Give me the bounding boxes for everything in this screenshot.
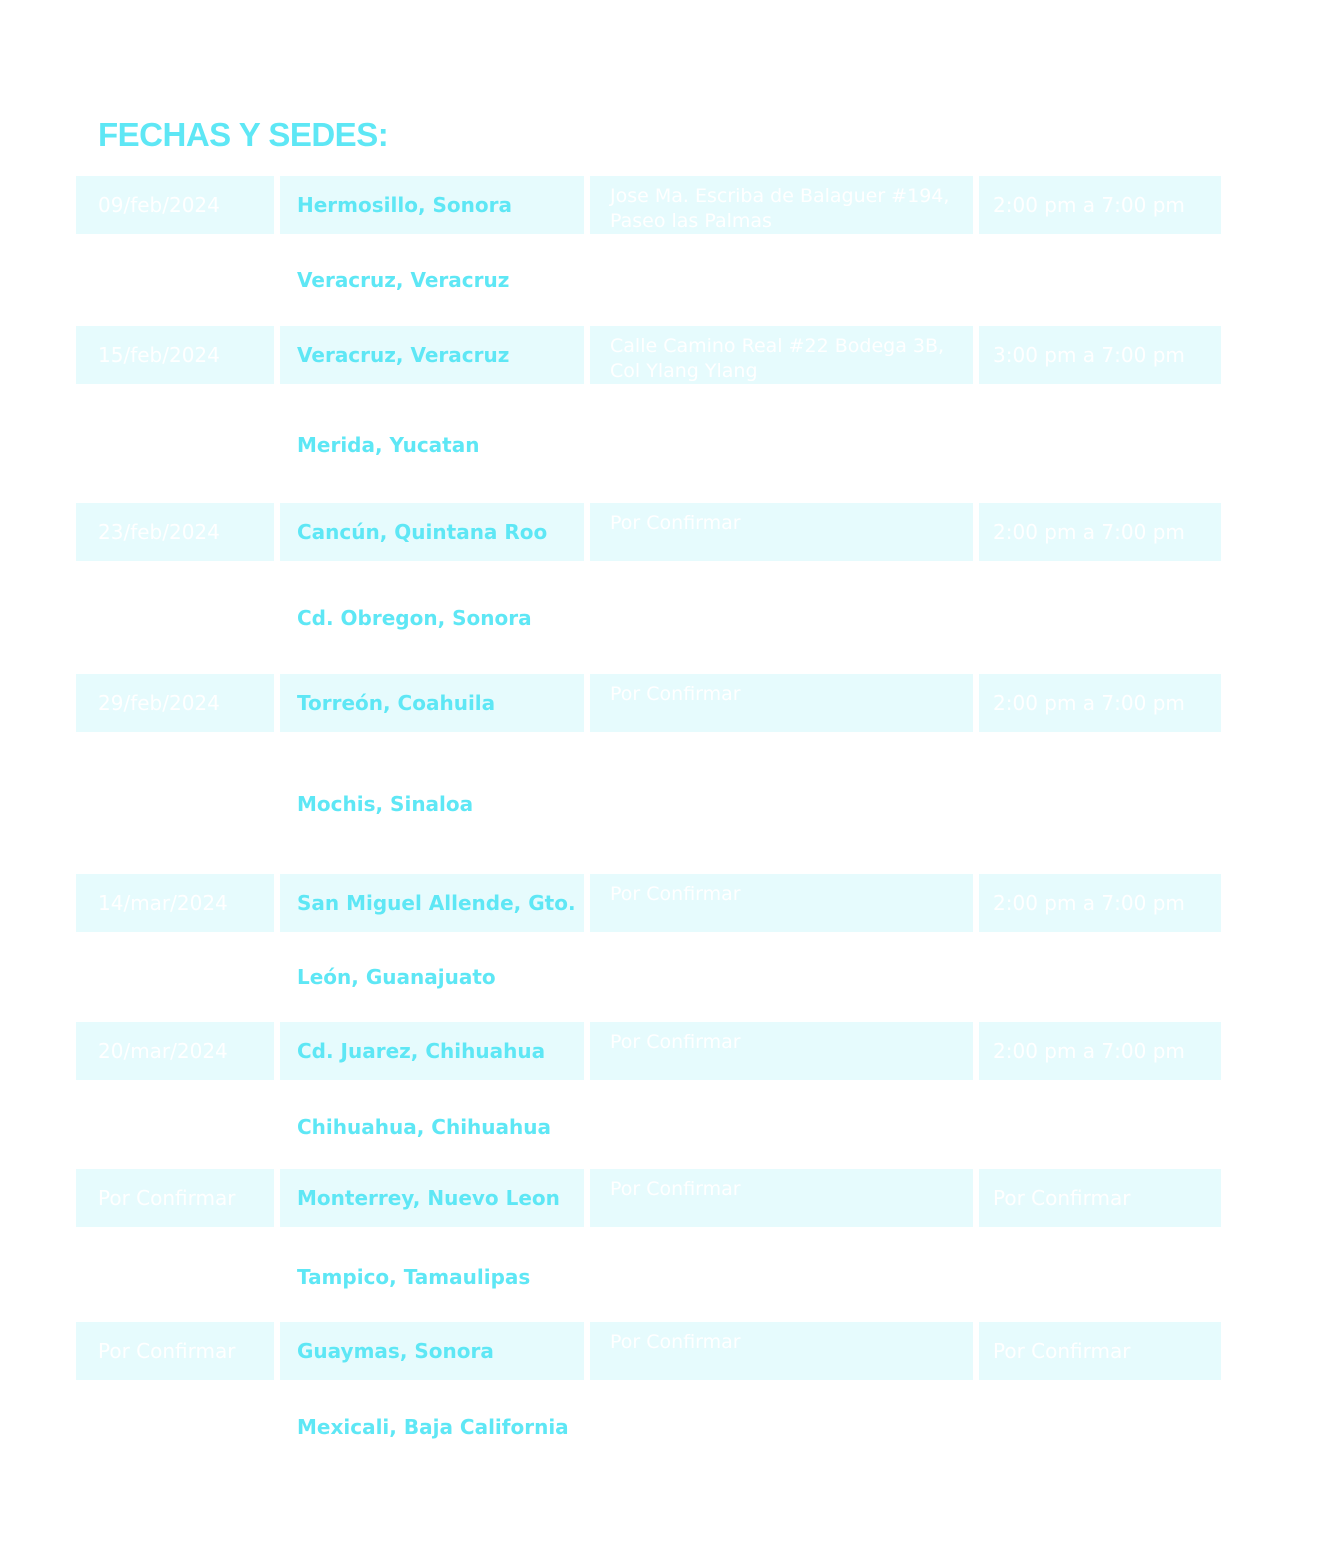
extra-city-label: Mexicali, Baja California [297, 1415, 569, 1439]
date-cell: Por Confirmar [76, 1169, 274, 1227]
time-cell: Por Confirmar [979, 1169, 1221, 1227]
schedule-row [0, 326, 1317, 384]
city-label: Torreón, Coahuila [297, 691, 496, 715]
time-cell: 2:00 pm a 7:00 pm [979, 503, 1221, 561]
schedule-row [0, 176, 1317, 234]
time-cell: 2:00 pm a 7:00 pm [979, 674, 1221, 732]
schedule-row [0, 1022, 1317, 1080]
page-title: FECHAS Y SEDES: [98, 116, 389, 153]
date-cell: 15/feb/2024 [76, 326, 274, 384]
city-label: Cd. Juarez, Chihuahua [297, 1039, 546, 1063]
extra-city-label: Merida, Yucatan [297, 433, 480, 457]
date-cell: 14/mar/2024 [76, 874, 274, 932]
time-cell: 2:00 pm a 7:00 pm [979, 1022, 1221, 1080]
address-cell: Por Confirmar [590, 503, 973, 561]
city-cell [280, 1169, 584, 1227]
address-cell: Por Confirmar [590, 1169, 973, 1227]
time-cell: Por Confirmar [979, 1322, 1221, 1380]
time-cell: 3:00 pm a 7:00 pm [979, 326, 1221, 384]
date-cell: Por Confirmar [76, 1322, 274, 1380]
date-cell: 20/mar/2024 [76, 1022, 274, 1080]
city-label: Cancún, Quintana Roo [297, 520, 548, 544]
date-cell: 09/feb/2024 [76, 176, 274, 234]
address-cell: Por Confirmar [590, 1322, 973, 1380]
city-cell [280, 503, 584, 561]
schedule-row [0, 1169, 1317, 1227]
city-cell [280, 1322, 584, 1380]
city-cell [280, 326, 584, 384]
address-cell: Por Confirmar [590, 674, 973, 732]
city-cell [280, 874, 584, 932]
city-label: Guaymas, Sonora [297, 1339, 494, 1363]
city-label: San Miguel Allende, Gto. [297, 891, 576, 915]
city-label: Monterrey, Nuevo Leon [297, 1186, 560, 1210]
extra-city-label: Chihuahua, Chihuahua [297, 1115, 551, 1139]
extra-city-label: Cd. Obregon, Sonora [297, 606, 532, 630]
city-cell [280, 674, 584, 732]
schedule-row [0, 674, 1317, 732]
extra-city-label: Tampico, Tamaulipas [297, 1265, 531, 1289]
city-label: Veracruz, Veracruz [297, 343, 510, 367]
date-cell: 29/feb/2024 [76, 674, 274, 732]
schedule-row [0, 874, 1317, 932]
extra-city-label: León, Guanajuato [297, 965, 496, 989]
address-cell: Por Confirmar [590, 874, 973, 932]
time-cell: 2:00 pm a 7:00 pm [979, 176, 1221, 234]
city-cell [280, 176, 584, 234]
extra-city-label: Veracruz, Veracruz [297, 268, 510, 292]
extra-city-label: Mochis, Sinaloa [297, 792, 474, 816]
city-cell [280, 1022, 584, 1080]
city-label: Hermosillo, Sonora [297, 193, 512, 217]
address-cell: Calle Camino Real #22 Bodega 3B, Col Ylang Ylang [590, 326, 973, 384]
schedule-row [0, 503, 1317, 561]
address-cell: Por Confirmar [590, 1022, 973, 1080]
time-cell: 2:00 pm a 7:00 pm [979, 874, 1221, 932]
date-cell: 23/feb/2024 [76, 503, 274, 561]
schedule-row [0, 1322, 1317, 1380]
address-cell: Jose Ma. Escriba de Balaguer #194, Paseo las Palmas [590, 176, 973, 234]
